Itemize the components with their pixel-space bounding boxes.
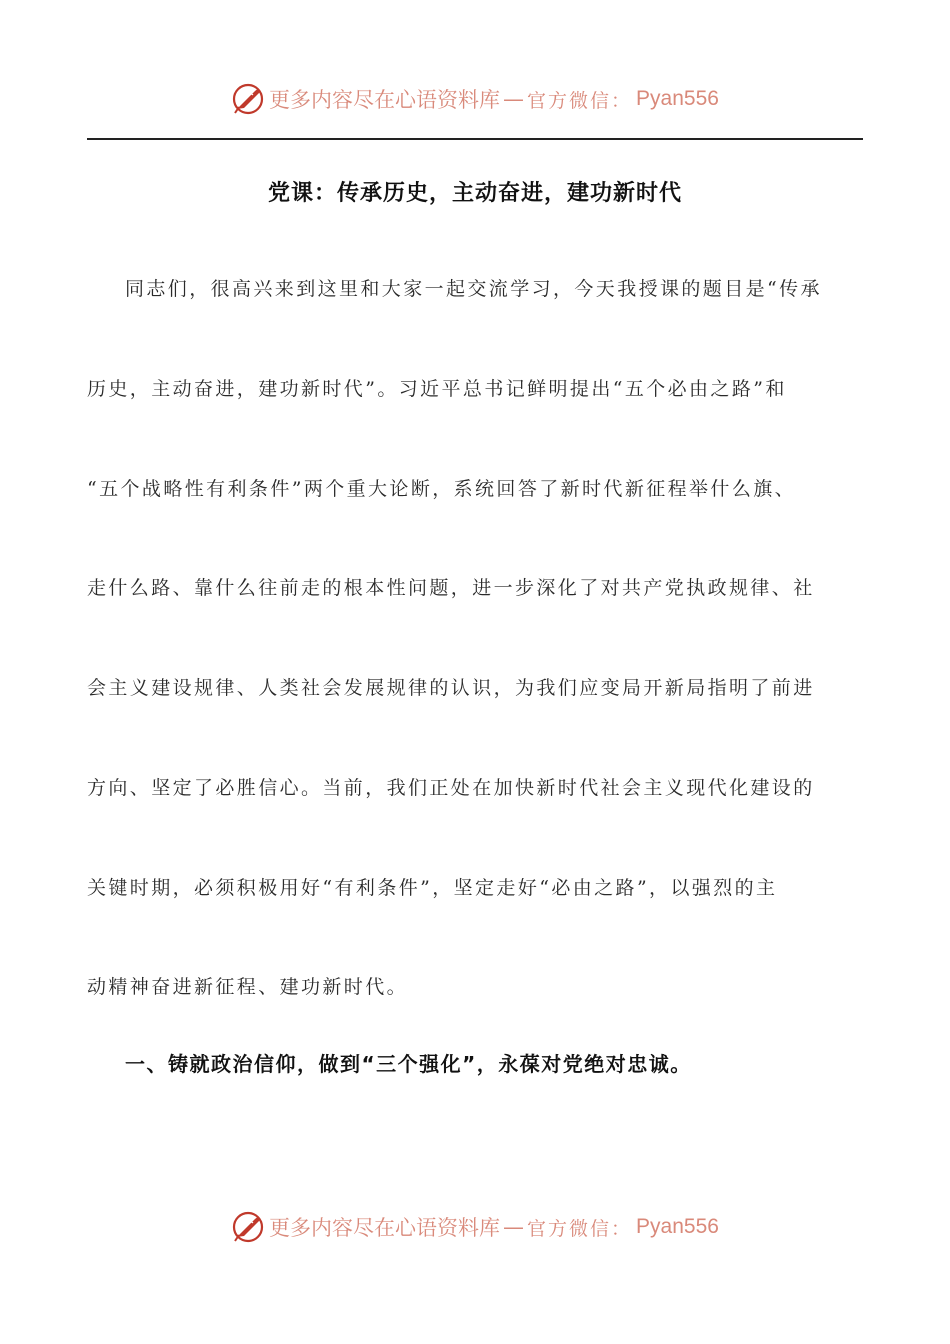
paragraph-line: 历史，主动奋进，建功新时代”。习近平总书记鲜明提出“五个必由之路”和 — [87, 378, 787, 400]
paragraph-line: 方向、坚定了必胜信心。当前，我们正处在加快新时代社会主义现代化建设的 — [87, 777, 815, 799]
paragraph-line: 动精神奋进新征程、建功新时代。 — [87, 976, 409, 998]
banner-dash: — — [503, 87, 525, 111]
paragraph-line: 关键时期，必须积极用好“有利条件”，坚定走好“必由之路”，以强烈的主 — [87, 877, 778, 899]
banner-brand-text: 更多内容尽在心语资料库 — [269, 1216, 501, 1240]
banner-wechat-id: Pyan556 — [636, 1215, 719, 1238]
section-heading: 一、铸就政治信仰，做到“三个强化”，永葆对党绝对忠诚。 — [125, 1052, 692, 1076]
banner-wechat-label: 官方微信： — [527, 1217, 633, 1240]
header-divider — [87, 138, 863, 140]
banner-brand-text: 更多内容尽在心语资料库 — [269, 88, 501, 112]
quill-pen-logo-icon — [231, 1210, 265, 1244]
quill-pen-logo-icon — [231, 82, 265, 116]
banner-wechat-id: Pyan556 — [636, 87, 719, 110]
header-banner — [0, 82, 950, 116]
paragraph-line: “五个战略性有利条件”两个重大论断，系统回答了新时代新征程举什么旗、 — [87, 478, 797, 500]
paragraph-line: 会主义建设规律、人类社会发展规律的认识，为我们应变局开新局指明了前进 — [87, 677, 815, 699]
paragraph-line: 走什么路、靠什么往前走的根本性问题，进一步深化了对共产党执政规律、社 — [87, 577, 815, 599]
document-title: 党课：传承历史，主动奋进，建功新时代 — [267, 181, 682, 206]
banner-wechat-label: 官方微信： — [527, 89, 633, 112]
footer-banner — [0, 1210, 950, 1244]
banner-dash: — — [503, 1215, 525, 1239]
paragraph-line: 同志们，很高兴来到这里和大家一起交流学习，今天我授课的题目是“传承 — [125, 278, 822, 300]
